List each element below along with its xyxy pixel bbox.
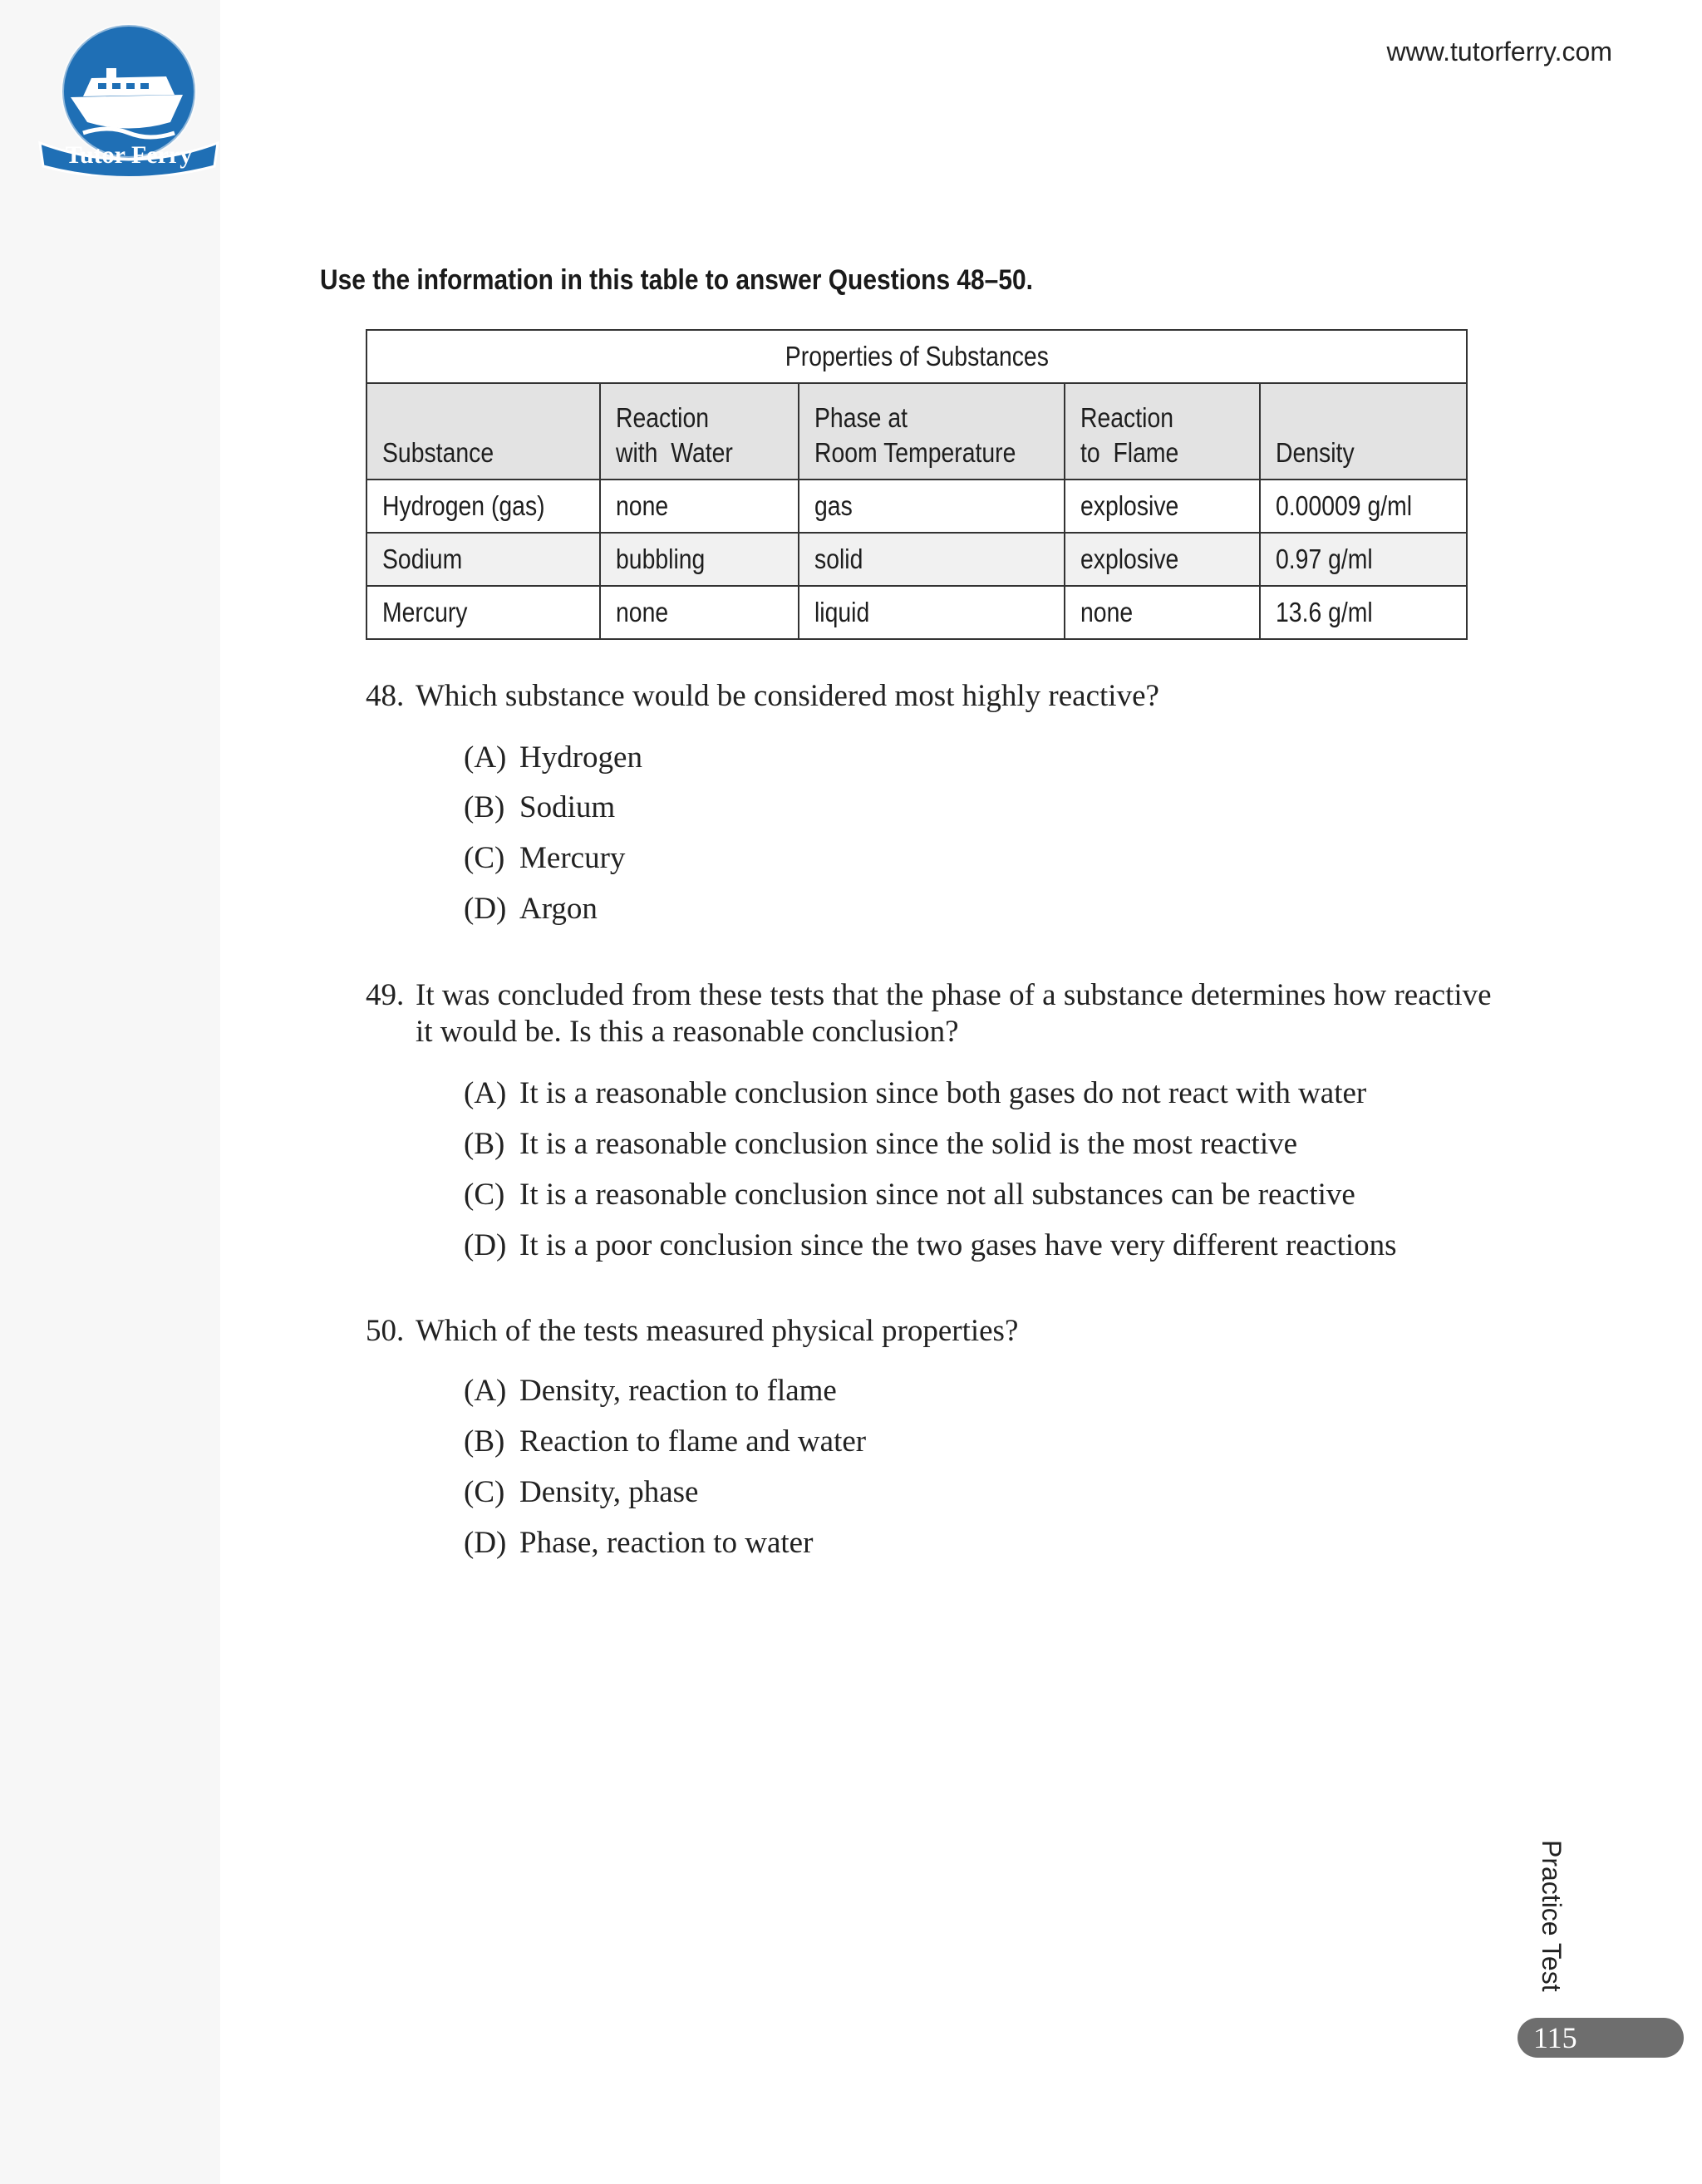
answer-option[interactable]: (A) Hydrogen <box>464 740 642 775</box>
table-cell: none <box>1065 586 1260 639</box>
table-cell: none <box>600 586 799 639</box>
table-row <box>366 480 1467 533</box>
table-row <box>366 533 1467 586</box>
table-cell: none <box>600 480 799 533</box>
question-number: 49. <box>366 978 405 1012</box>
answer-option[interactable]: (B) It is a reasonable conclusion since the solid is the most reactive <box>464 1127 1298 1161</box>
page-number: 115 <box>1533 2021 1577 2054</box>
site-url[interactable]: www.tutorferry.com <box>1386 37 1612 66</box>
table-header-row <box>366 383 1467 480</box>
question-48 <box>366 678 1159 715</box>
table-cell: gas <box>799 480 1065 533</box>
table-cell: 0.97 g/ml <box>1260 533 1467 586</box>
table-cell: Sodium <box>366 533 600 586</box>
logo-text: Tutor Ferry <box>65 141 193 169</box>
question-49 <box>366 977 1492 1050</box>
tutor-ferry-logo <box>33 18 224 176</box>
answer-option[interactable]: (D) Phase, reaction to water <box>464 1526 814 1560</box>
column-header: Substance <box>366 383 600 480</box>
table-cell: solid <box>799 533 1065 586</box>
instruction: Use the information in this table to answer Questions 48–50. <box>320 264 1033 296</box>
answer-option[interactable]: (C) Density, phase <box>464 1475 699 1509</box>
answer-option[interactable]: (C) It is a reasonable conclusion since not all substances can be reactive <box>464 1178 1355 1212</box>
question-number: 50. <box>366 1314 405 1348</box>
column-header: Phase at Room Temperature <box>799 383 1065 480</box>
table-cell: 0.00009 g/ml <box>1260 480 1467 533</box>
question-text: It was concluded from these tests that the phase of a substance determines how reactive <box>416 978 1492 1012</box>
question-number: 48. <box>366 679 405 713</box>
section-label: Practice Test <box>1537 1840 1567 1992</box>
question-50 <box>366 1313 1018 1350</box>
table-cell: explosive <box>1065 480 1260 533</box>
answer-option[interactable]: (D) Argon <box>464 892 598 926</box>
column-header: Reaction to Flame <box>1065 383 1260 480</box>
question-text: Which of the tests measured physical properties? <box>416 1314 1019 1348</box>
table-cell: liquid <box>799 586 1065 639</box>
column-header: Density <box>1260 383 1467 480</box>
answer-option[interactable]: (B) Reaction to flame and water <box>464 1424 867 1458</box>
answer-option[interactable]: (D) It is a poor conclusion since the two gases have very different reactions <box>464 1228 1397 1262</box>
table-cell: Hydrogen (gas) <box>366 480 600 533</box>
table-cell: bubbling <box>600 533 799 586</box>
properties-table <box>366 329 1468 640</box>
table-row <box>366 586 1467 639</box>
table-cell: Mercury <box>366 586 600 639</box>
table-cell: explosive <box>1065 533 1260 586</box>
answer-option[interactable]: (A) It is a reasonable conclusion since both gases do not react with water <box>464 1076 1367 1110</box>
question-text: Which substance would be considered most highly reactive? <box>416 679 1159 713</box>
column-header: Reaction with Water <box>600 383 799 480</box>
question-text: it would be. Is this a reasonable conclusion? <box>416 1015 959 1049</box>
table-caption: Properties of Substances <box>366 330 1467 383</box>
page-margin-shade <box>0 0 220 2184</box>
answer-option[interactable]: (C) Mercury <box>464 841 626 875</box>
answer-option[interactable]: (A) Density, reaction to flame <box>464 1374 837 1408</box>
table-cell: 13.6 g/ml <box>1260 586 1467 639</box>
answer-option[interactable]: (B) Sodium <box>464 790 616 824</box>
